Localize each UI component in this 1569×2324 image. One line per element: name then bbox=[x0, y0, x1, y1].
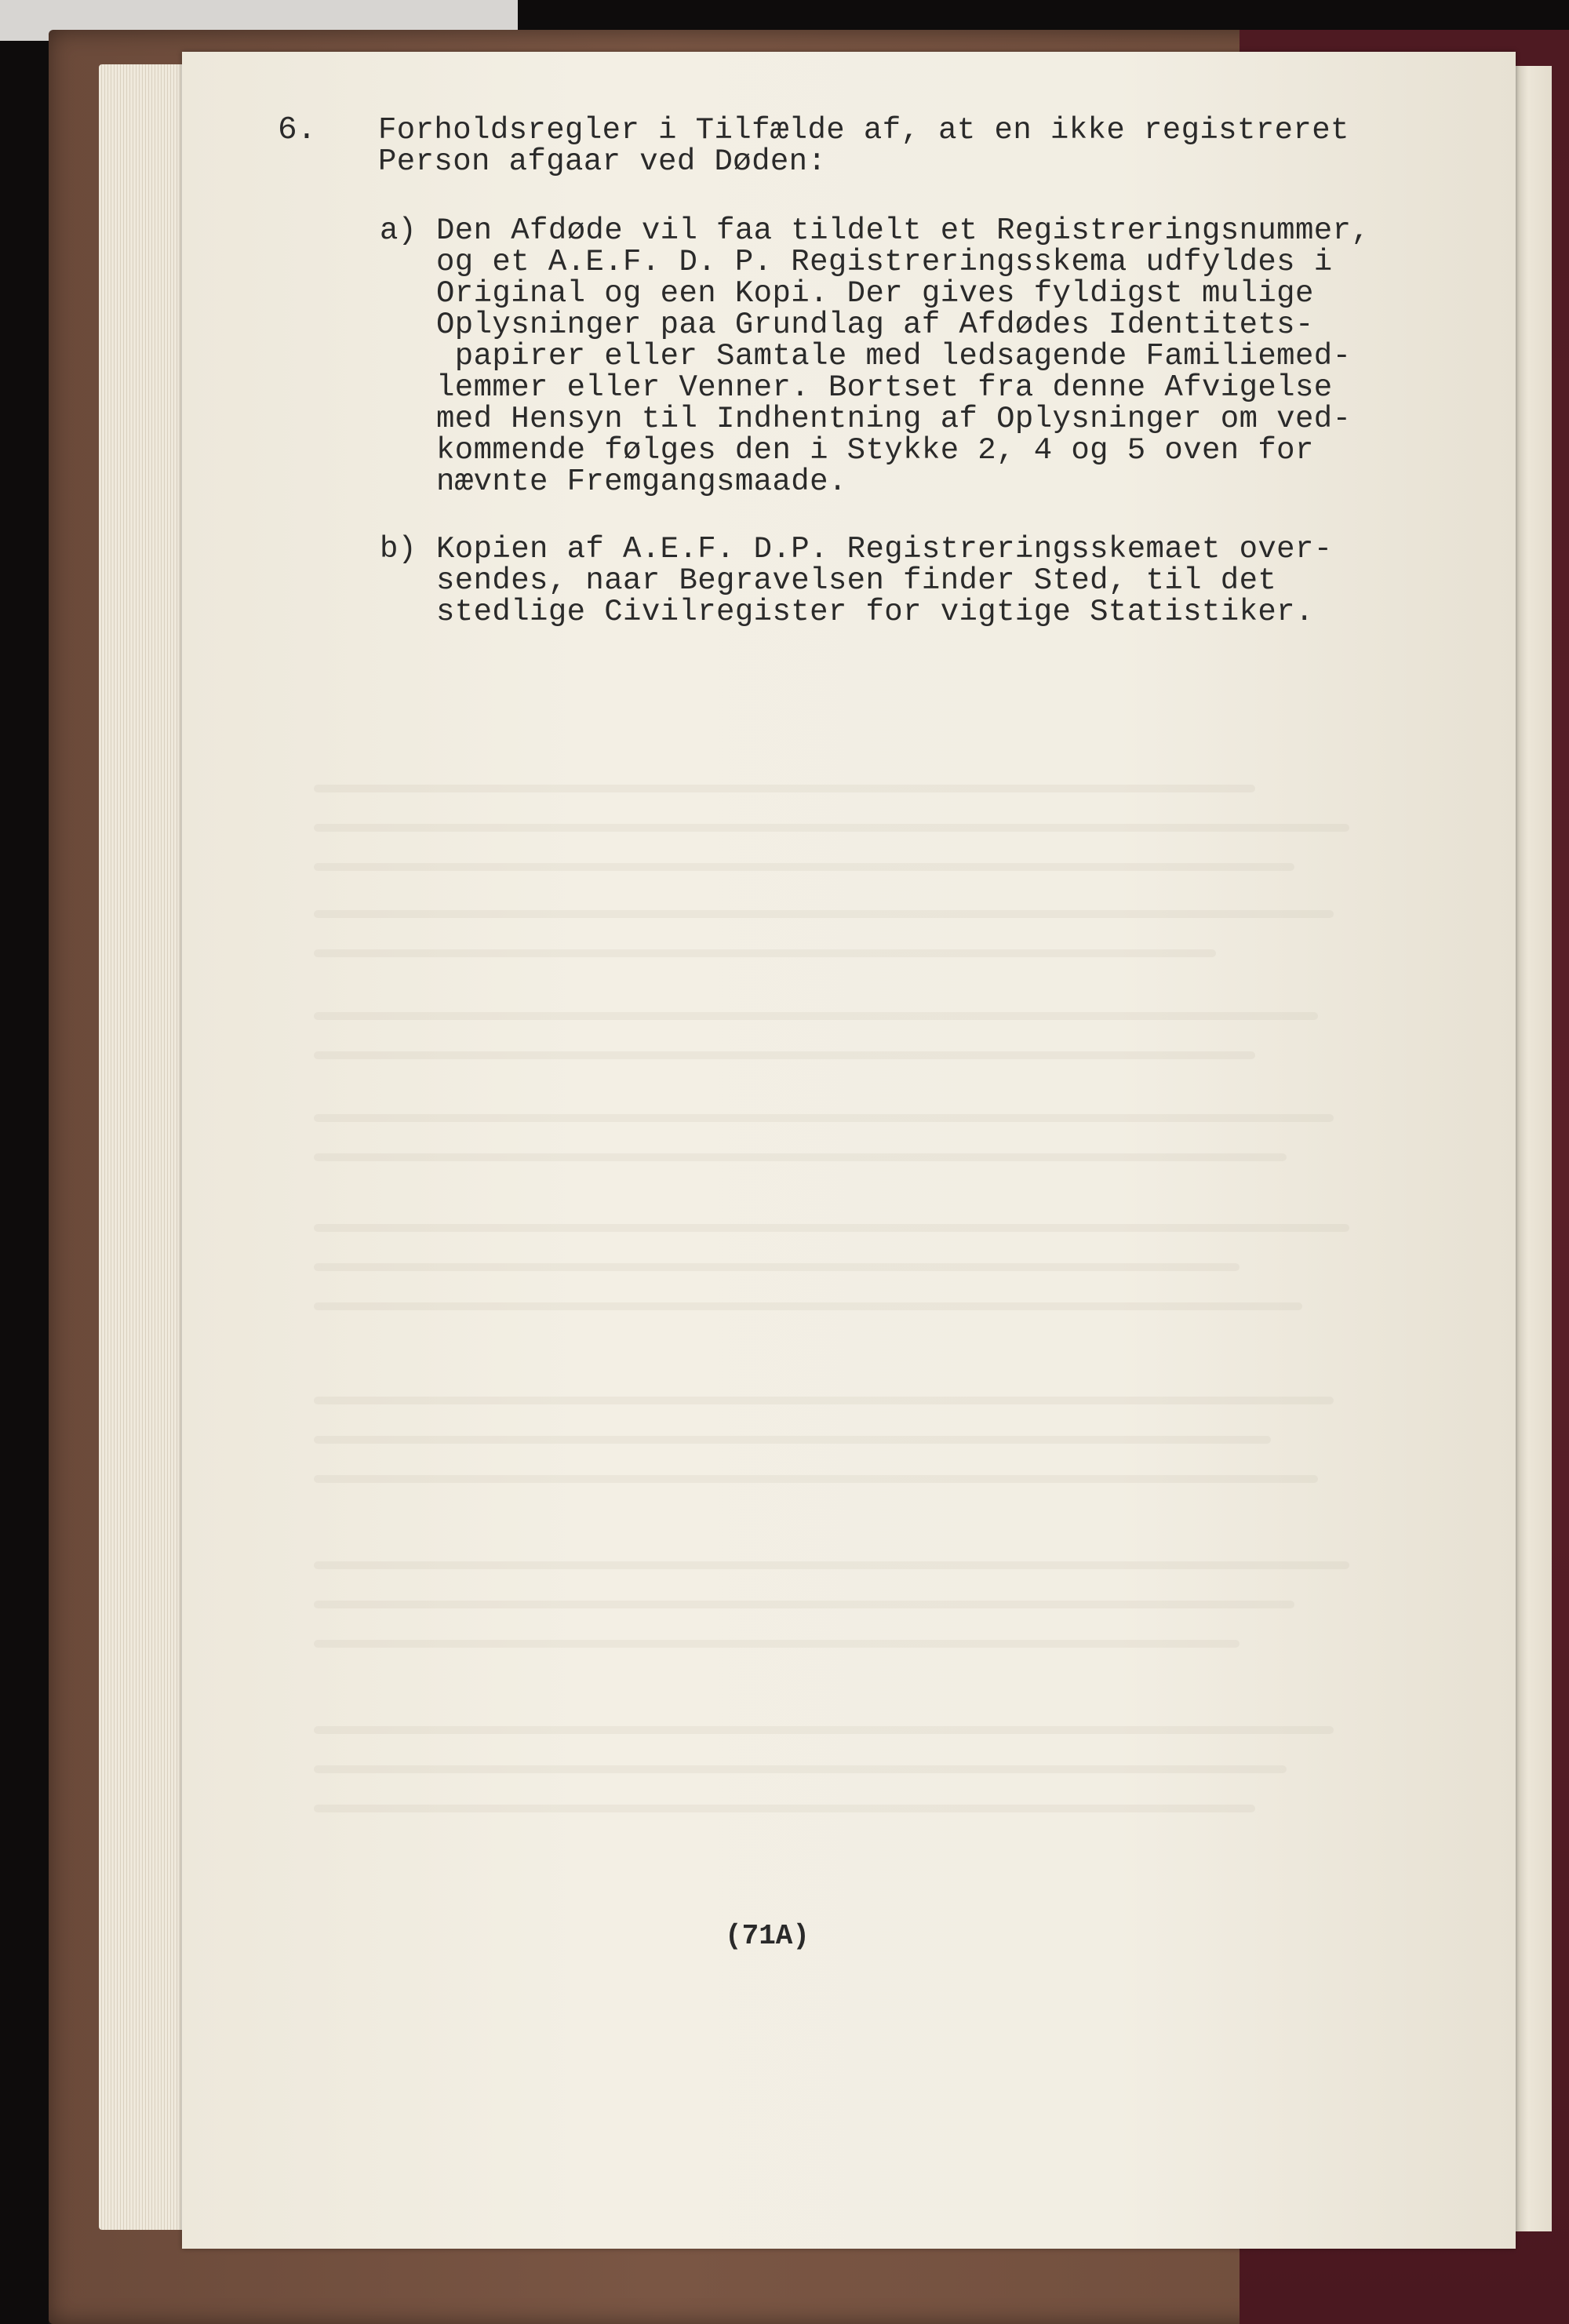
bleed-through bbox=[314, 785, 1255, 792]
item-b-line: Kopien af A.E.F. D.P. Registreringsskemaet over- bbox=[436, 532, 1333, 566]
item-a-line: med Hensyn til Indhentning af Oplysninger om ved- bbox=[436, 402, 1352, 436]
next-page-edge bbox=[1513, 66, 1552, 2231]
bleed-through bbox=[314, 1263, 1240, 1271]
section-heading-line: Person afgaar ved Døden: bbox=[378, 144, 827, 179]
bleed-through bbox=[314, 1561, 1349, 1569]
item-label-a: a) bbox=[380, 213, 417, 248]
bleed-through bbox=[314, 1475, 1318, 1483]
page-edges bbox=[99, 64, 193, 2230]
page-number: (71A) bbox=[725, 1920, 810, 1952]
bleed-through bbox=[314, 1302, 1302, 1310]
bleed-through bbox=[314, 1765, 1287, 1773]
bleed-through bbox=[314, 1114, 1334, 1122]
item-a-line: Den Afdøde vil faa tildelt et Registreringsnummer, bbox=[436, 213, 1371, 248]
bleed-through bbox=[314, 1051, 1255, 1059]
background-left bbox=[0, 0, 49, 2324]
bleed-through bbox=[314, 910, 1334, 918]
bleed-through bbox=[314, 863, 1294, 871]
item-b-line: stedlige Civilregister for vigtige Statistiker. bbox=[436, 595, 1314, 629]
bleed-through bbox=[314, 1640, 1240, 1648]
bleed-through bbox=[314, 824, 1349, 832]
bleed-through bbox=[314, 1436, 1271, 1444]
item-a-line: nævnte Fremgangsmaade. bbox=[436, 464, 847, 499]
bleed-through bbox=[314, 1397, 1334, 1404]
bleed-through bbox=[314, 1726, 1334, 1734]
section-number: 6. bbox=[278, 112, 317, 148]
bleed-through bbox=[314, 1601, 1294, 1608]
bleed-through bbox=[314, 1012, 1318, 1020]
item-a-line: og et A.E.F. D. P. Registreringsskema udfyldes i bbox=[436, 245, 1333, 279]
item-a-line: Oplysninger paa Grundlag af Afdødes Identitets- bbox=[436, 308, 1314, 342]
item-label-b: b) bbox=[380, 532, 417, 566]
item-a-line: papirer eller Samtale med ledsagende Familiemed- bbox=[436, 339, 1352, 373]
bleed-through bbox=[314, 1805, 1255, 1812]
item-a-line: Original og een Kopi. Der gives fyldigst mulige bbox=[436, 276, 1314, 311]
item-b-line: sendes, naar Begravelsen finder Sted, til det bbox=[436, 563, 1277, 598]
item-a-line: lemmer eller Venner. Bortset fra denne Afvigelse bbox=[436, 370, 1333, 405]
bleed-through bbox=[314, 949, 1216, 957]
bleed-through bbox=[314, 1153, 1287, 1161]
item-a-line: kommende følges den i Stykke 2, 4 og 5 oven for bbox=[436, 433, 1314, 468]
bleed-through bbox=[314, 1224, 1349, 1232]
section-heading-line: Forholdsregler i Tilfælde af, at en ikke registreret bbox=[378, 113, 1349, 148]
